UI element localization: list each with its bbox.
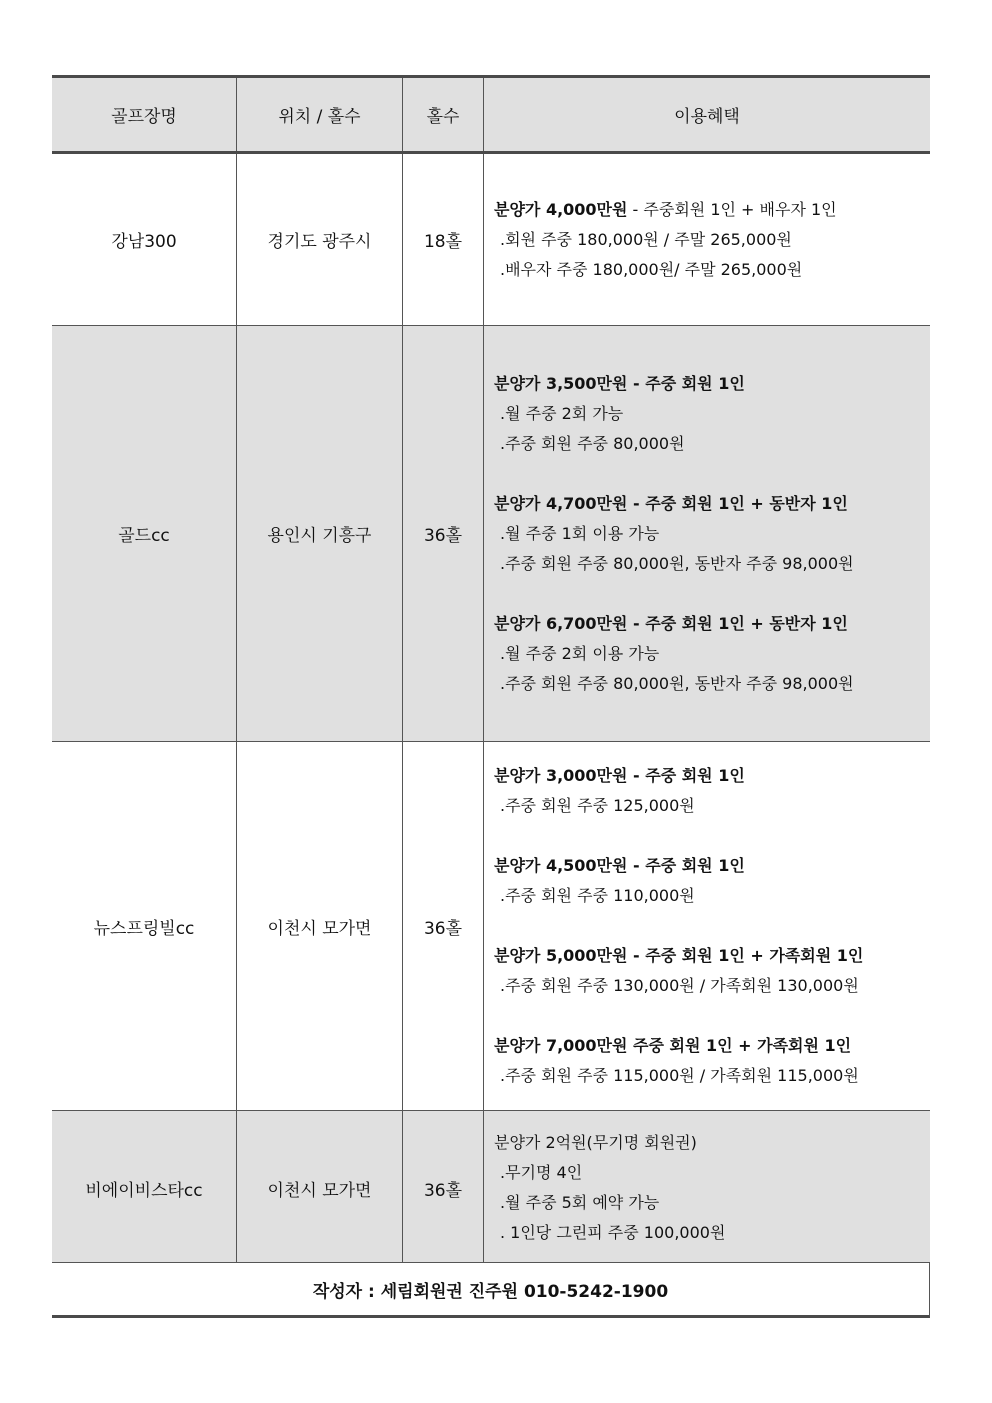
benefits-cell	[484, 1111, 930, 1265]
benefit-detail: .주중 회원 주중 115,000원 / 가족회원 115,000원	[500, 1066, 859, 1085]
benefit-title: 분양가 5,000만원 - 주중 회원 1인 + 가족회원 1인	[494, 946, 864, 965]
table-row	[52, 326, 930, 742]
course-holes: 36홀	[403, 742, 484, 1110]
benefit-title: 분양가 4,700만원 - 주중 회원 1인 + 동반자 1인	[494, 493, 848, 513]
benefit-detail: .주중 회원 주중 80,000원	[500, 433, 685, 453]
benefit-group	[494, 941, 863, 1001]
course-location: 경기도 광주시	[237, 154, 403, 325]
benefit-detail: . 1인당 그린피 주중 100,000원	[500, 1223, 726, 1242]
benefit-group	[494, 1031, 863, 1091]
benefit-title-price: 분양가 4,000만원	[494, 199, 628, 219]
benefit-title-rest: - 주중회원 1인 + 배우자 1인	[627, 199, 837, 219]
table-row	[52, 154, 930, 326]
course-name: 뉴스프링빌cc	[52, 742, 237, 1110]
benefit-title: 분양가 3,500만원 - 주중 회원 1인	[494, 373, 745, 393]
benefits-cell	[484, 742, 930, 1110]
golf-membership-table	[52, 75, 930, 1265]
benefit-title: 분양가 6,700만원 - 주중 회원 1인 + 동반자 1인	[494, 613, 848, 633]
course-holes: 36홀	[403, 1111, 484, 1265]
course-name: 골드cc	[52, 326, 237, 741]
benefit-detail: .회원 주중 180,000원 / 주말 265,000원	[500, 229, 792, 249]
table-row	[52, 742, 930, 1111]
benefit-group	[494, 489, 854, 579]
benefit-title: 분양가 4,500만원 - 주중 회원 1인	[494, 856, 745, 875]
benefits-cell	[484, 326, 930, 741]
course-name: 비에이비스타cc	[52, 1111, 237, 1265]
benefit-detail: .월 주중 2회 가능	[500, 403, 624, 423]
benefit-detail: .월 주중 2회 이용 가능	[500, 643, 660, 663]
benefit-group	[494, 369, 854, 459]
benefit-detail: .주중 회원 주중 125,000원	[500, 796, 695, 815]
benefit-detail: .월 주중 5회 예약 가능	[500, 1193, 660, 1212]
benefit-detail: .주중 회원 주중 110,000원	[500, 886, 695, 905]
course-name: 강남300	[52, 154, 237, 325]
benefit-group	[494, 609, 854, 699]
table-row	[52, 1111, 930, 1265]
benefit-detail: .주중 회원 주중 80,000원, 동반자 주중 98,000원	[500, 673, 854, 693]
author-footer: 작성자 : 세림회원권 진주원 010-5242-1900	[52, 1262, 930, 1318]
course-location: 이천시 모가면	[237, 742, 403, 1110]
benefit-group	[494, 761, 863, 821]
course-holes: 36홀	[403, 326, 484, 741]
benefit-detail: .무기명 4인	[500, 1163, 583, 1182]
benefit-detail: .주중 회원 주중 80,000원, 동반자 주중 98,000원	[500, 553, 854, 573]
benefit-title: 분양가 2억원(무기명 회원권)	[494, 1133, 697, 1152]
header-location: 위치 / 홀수	[237, 78, 403, 151]
benefit-title: 분양가 3,000만원 - 주중 회원 1인	[494, 766, 745, 785]
course-location: 이천시 모가면	[237, 1111, 403, 1265]
header-golf-course-name: 골프장명	[52, 78, 237, 151]
benefit-group	[494, 851, 863, 911]
table-header	[52, 78, 930, 154]
header-benefits: 이용혜택	[674, 107, 740, 127]
benefit-detail: .주중 회원 주중 130,000원 / 가족회원 130,000원	[500, 976, 859, 995]
benefit-group	[494, 1128, 725, 1248]
course-holes: 18홀	[403, 154, 484, 325]
benefit-detail: .배우자 주중 180,000원/ 주말 265,000원	[500, 259, 803, 279]
benefit-group	[494, 195, 837, 285]
header-holes: 홀수	[403, 78, 484, 151]
course-location: 용인시 기흥구	[237, 326, 403, 741]
benefit-title: 분양가 7,000만원 주중 회원 1인 + 가족회원 1인	[494, 1036, 852, 1055]
benefits-cell	[484, 154, 930, 325]
benefit-detail: .월 주중 1회 이용 가능	[500, 523, 660, 543]
